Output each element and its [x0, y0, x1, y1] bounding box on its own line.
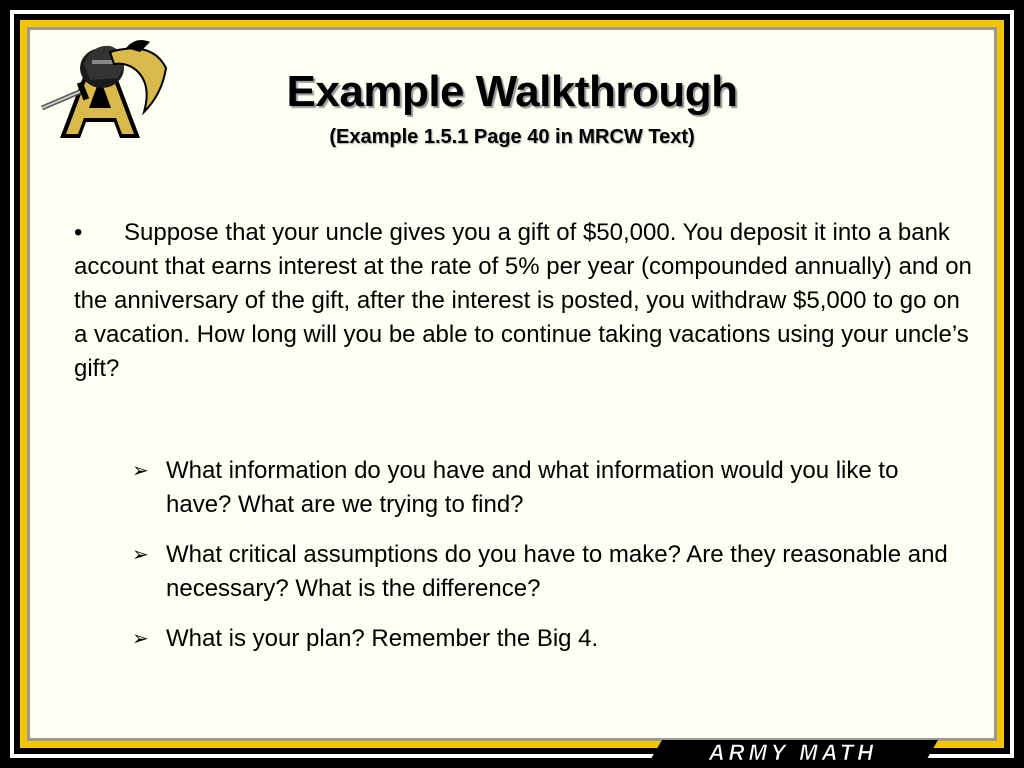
- arrow-bullet-icon: ➢: [132, 628, 149, 650]
- problem-paragraph: [74, 216, 974, 386]
- army-math-footer-banner: [648, 740, 938, 764]
- page-subtitle: (Example 1.5.1 Page 40 in MRCW Text): [329, 126, 695, 148]
- arrow-bullet-icon: ➢: [132, 460, 149, 482]
- list-item: [132, 622, 962, 656]
- footer-text: ARMY MATH: [708, 740, 878, 764]
- question-text: What critical assumptions do you have to make? Are they reasonable and necessary? What is the difference?: [166, 541, 948, 602]
- page-title: Example Walkthrough: [286, 67, 738, 116]
- question-text: What is your plan? Remember the Big 4.: [166, 625, 599, 652]
- slide-content: [30, 30, 994, 738]
- question-text: What information do you have and what information would you like to have? What are we trying to find?: [166, 457, 899, 518]
- question-list: [132, 454, 962, 672]
- arrow-bullet-icon: ➢: [132, 544, 149, 566]
- list-item: [132, 538, 962, 606]
- army-knight-a-logo-icon: [40, 34, 170, 144]
- list-item: [132, 454, 962, 522]
- bullet-dot: •: [74, 219, 83, 246]
- problem-text: Suppose that your uncle gives you a gift of $50,000. You deposit it into a bank account that earns interest at the rate of 5% per year (compounded annually) and on the anniversary of the gift, after the interest is posted, you withdraw $5,000 to go on a vacation. How long will you be able to continue taking vacations using your uncle’s gift?: [74, 219, 972, 382]
